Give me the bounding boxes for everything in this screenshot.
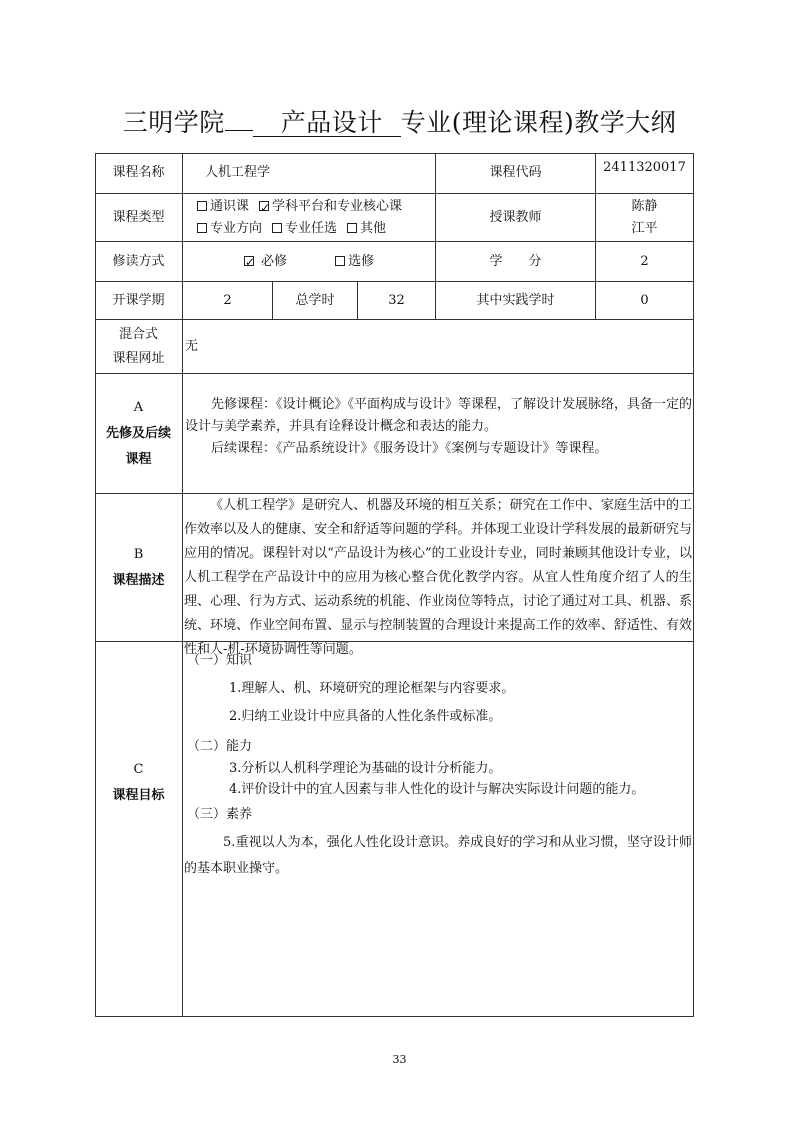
total-hours-label: 总学时 xyxy=(295,292,335,308)
literacy-heading: （三）素养 xyxy=(187,807,253,822)
mixed-course-url-value: 无 xyxy=(185,338,199,354)
course-name-value: 人机工程学 xyxy=(205,165,271,180)
objective-1: 1.理解人、机、环境研究的理论框架与内容要求。 xyxy=(229,681,515,696)
section-a-content xyxy=(185,394,692,460)
mixed-course-url-label: 混合式 课程网址 xyxy=(112,326,165,366)
practice-hours-label: 其中实践学时 xyxy=(476,292,555,308)
checkbox-icon xyxy=(335,256,345,266)
course-code-value: 2411320017 xyxy=(603,160,686,175)
teacher-name: 陈静 xyxy=(631,198,658,214)
study-mode-label: 修读方式 xyxy=(112,253,165,269)
teacher-values xyxy=(596,194,693,241)
section-b-title: 课程描述 xyxy=(112,572,165,588)
study-mode-required[interactable]: ✓ 必修 xyxy=(244,252,287,272)
course-type-elective[interactable]: 专业任选 xyxy=(272,221,337,236)
section-a-title: 课程 xyxy=(125,451,152,467)
course-type-general[interactable]: 通识课 xyxy=(197,199,249,214)
checkbox-icon xyxy=(272,223,282,233)
title-suffix: 专业(理论课程)教学大纲 xyxy=(400,108,677,137)
checked-checkbox-icon xyxy=(259,201,269,211)
title-blank xyxy=(225,130,253,131)
follow-up-text: 后续课程：《产品系统设计》《服务设计》《案例与专题设计》等课程。 xyxy=(211,441,608,456)
checkbox-icon xyxy=(347,223,357,233)
title-prefix: 三明学院 xyxy=(122,108,225,137)
section-a-heading xyxy=(95,374,182,493)
course-type-direction[interactable]: 专业方向 xyxy=(197,221,262,236)
objective-5: 5.重视以人为本，强化人性化设计意识。养成良好的学习和从业习惯，坚守设计师的基本职业操守。 xyxy=(184,835,692,876)
course-code-label: 课程代码 xyxy=(489,165,542,180)
practice-hours-value: 0 xyxy=(640,292,649,308)
objective-2: 2.归纳工业设计中应具备的人性化条件或标准。 xyxy=(229,709,502,724)
course-type-other[interactable]: 其他 xyxy=(347,221,386,236)
objective-4: 4.评价设计中的宜人因素与非人性化的设计与解决实际设计问题的能力。 xyxy=(229,782,645,797)
course-type-core[interactable]: ✓ 学科平台和专业核心课 xyxy=(259,199,402,214)
semester-value: 2 xyxy=(223,292,232,308)
checkbox-icon xyxy=(197,223,207,233)
study-mode-optional[interactable]: 选修 xyxy=(335,252,374,272)
page-title xyxy=(0,103,799,139)
teacher-label: 授课教师 xyxy=(489,209,542,225)
course-type-options xyxy=(183,194,435,241)
credit-label: 学 分 xyxy=(489,253,542,269)
section-a-title: 先修及后续 xyxy=(105,425,171,441)
objective-3: 3.分析以人机科学理论为基础的设计分析能力。 xyxy=(229,761,502,776)
section-b-letter: B xyxy=(133,546,144,562)
section-c-title: 课程目标 xyxy=(112,788,165,803)
checkbox-icon xyxy=(197,201,207,211)
section-c-heading xyxy=(95,753,182,813)
credit-value: 2 xyxy=(640,253,649,269)
section-c-letter: C xyxy=(133,762,144,777)
title-major: 产品设计 xyxy=(253,110,401,137)
section-a-letter: A xyxy=(133,399,144,415)
page-number: 33 xyxy=(392,1053,407,1066)
section-b-heading xyxy=(95,494,182,641)
prerequisite-text: 先修课程：《设计概论》《平面构成与设计》等课程，了解设计发展脉络，具备一定的设计与美学素养，并具有诠释设计概念和表达的能力。 xyxy=(185,397,693,434)
course-description-text: 《人机工程学》是研究人、机器及环境的相互关系；研究在工作中、家庭生活中的工作效率以及人的健康、安全和舒适等问题的学科。并体现工业设计学科发展的最新研究与应用的情况。课程针对以“产品设计为核心”的工业设计专业，同时兼顾其他设计专业，以人机工程学在产品设计中的应用为核心整合优化教学内容。从宜人性角度介绍了人的生理、心理、行为方式、运动系统的机能、作业岗位等特点，讨论了通过对工具、机器、系统、环境、作业空间布置、显示与控制装置的合理设计来提高工作的效率、舒适性、有效性和人-机-环境协调性等问题。 xyxy=(184,498,692,657)
semester-label: 开课学期 xyxy=(112,292,165,308)
knowledge-heading: （一）知识 xyxy=(187,653,253,668)
course-type-label: 课程类型 xyxy=(112,209,165,225)
ability-heading: （二）能力 xyxy=(187,739,253,754)
total-hours-value: 32 xyxy=(388,292,405,308)
teacher-name: 江平 xyxy=(631,220,658,236)
checked-checkbox-icon xyxy=(244,256,254,266)
syllabus-table xyxy=(95,153,694,1017)
course-name-label: 课程名称 xyxy=(112,165,165,180)
study-mode-options xyxy=(183,242,435,281)
